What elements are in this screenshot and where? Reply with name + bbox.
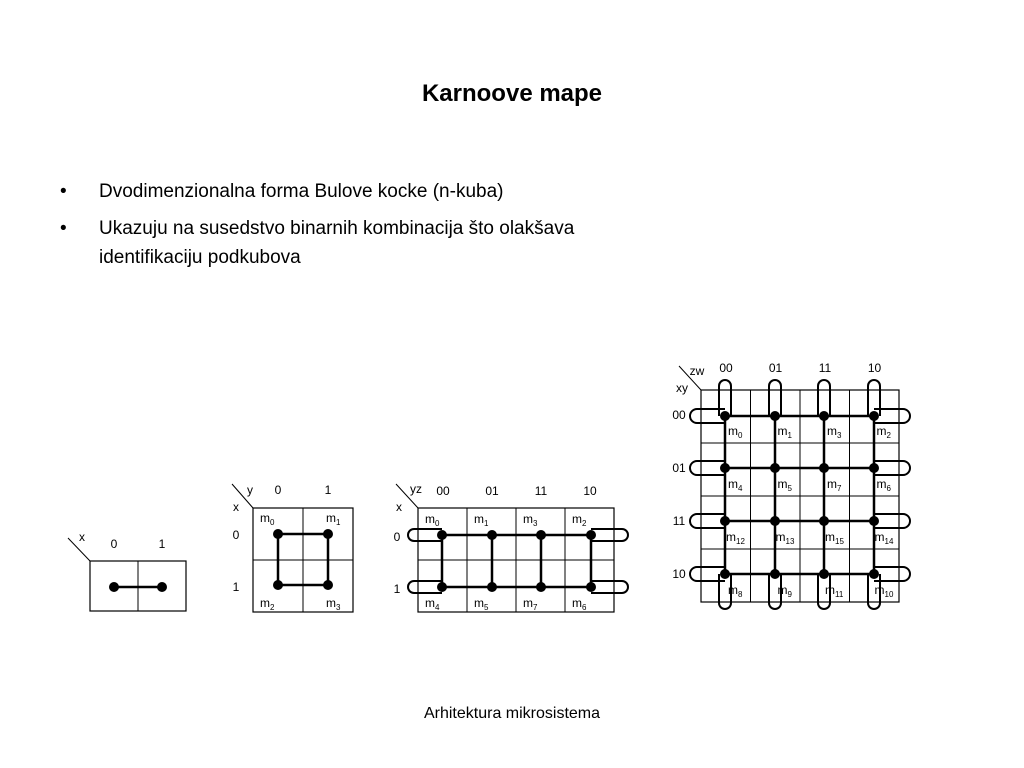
- row-variable-label: x: [396, 500, 402, 514]
- row-label: 11: [672, 514, 686, 528]
- wrap-arc: [874, 461, 910, 475]
- wrap-arc: [818, 380, 830, 416]
- minterm-label: $m_0$: [260, 511, 275, 527]
- bullet-text: Dvodimenzionalna forma Bulove kocke (n-kuba): [99, 181, 504, 202]
- column-label: 10: [867, 361, 882, 375]
- minterm-label: $m_{15}$: [825, 530, 844, 546]
- node-dot: [770, 463, 780, 473]
- node-dot: [109, 582, 119, 592]
- node-dot: [770, 569, 780, 579]
- node-dot: [323, 580, 333, 590]
- bullet-dot: •: [60, 181, 67, 202]
- row-label: 1: [393, 582, 401, 596]
- node-dot: [437, 582, 447, 592]
- node-dot: [273, 580, 283, 590]
- minterm-label: $m_{12}$: [726, 530, 745, 546]
- wrap-arc: [690, 461, 725, 475]
- node-dot: [770, 411, 780, 421]
- node-dot: [586, 530, 596, 540]
- column-label: 0: [274, 483, 282, 497]
- node-dot: [869, 516, 879, 526]
- column-label: 10: [583, 484, 597, 498]
- column-label: 11: [534, 484, 548, 498]
- node-dot: [869, 569, 879, 579]
- minterm-label: $m_6$: [876, 477, 891, 493]
- node-dot: [869, 411, 879, 421]
- wrap-arc: [408, 529, 442, 541]
- row-variable-label: x: [233, 500, 239, 514]
- node-dot: [770, 516, 780, 526]
- minterm-label: $m_6$: [572, 596, 587, 612]
- minterm-label: $m_{11}$: [825, 583, 844, 599]
- kmap-3var: [394, 482, 628, 612]
- minterm-label: $m_4$: [728, 477, 743, 493]
- minterm-label: $m_7$: [523, 596, 538, 612]
- row-label: 01: [672, 461, 686, 475]
- node-dot: [819, 463, 829, 473]
- wrap-arc: [719, 380, 731, 416]
- column-label: 01: [485, 484, 499, 498]
- minterm-label: $m_2$: [572, 512, 587, 528]
- minterm-label: $m_7$: [827, 477, 842, 493]
- minterm-label: $m_2$: [260, 596, 275, 612]
- minterm-label: $m_3$: [827, 424, 842, 440]
- column-label: 00: [719, 361, 733, 375]
- minterm-label: $m_8$: [728, 583, 743, 599]
- node-dot: [819, 411, 829, 421]
- node-dot: [323, 529, 333, 539]
- column-label: 11: [818, 361, 832, 375]
- row-label: 10: [672, 567, 686, 581]
- node-dot: [487, 582, 497, 592]
- minterm-label: $m_{10}$: [874, 583, 894, 599]
- kmap-2var: [232, 483, 353, 612]
- node-dot: [536, 530, 546, 540]
- wrap-arc: [769, 380, 781, 416]
- minterm-label: $m_1$: [326, 511, 341, 527]
- minterm-label: $m_3$: [523, 512, 538, 528]
- column-label: 1: [324, 483, 332, 497]
- wrap-arc: [868, 380, 880, 416]
- node-dot: [586, 582, 596, 592]
- variable-label: x: [79, 530, 85, 544]
- column-variable-label: yz: [410, 482, 422, 496]
- footer-text: Arhitektura mikrosistema: [423, 705, 601, 722]
- node-dot: [487, 530, 497, 540]
- minterm-label: $m_5$: [777, 477, 792, 493]
- minterm-label: $m_{13}$: [775, 530, 795, 546]
- minterm-label: $m_3$: [326, 596, 341, 612]
- bullet-dot: •: [60, 218, 67, 239]
- column-label: 01: [768, 361, 783, 375]
- minterm-label: $m_0$: [425, 512, 440, 528]
- wrap-arc: [408, 581, 442, 593]
- page-title: Karnoove mape: [421, 80, 603, 107]
- minterm-label: $m_0$: [728, 424, 743, 440]
- kmap-1var: [68, 530, 186, 611]
- column-label: 0: [110, 537, 118, 551]
- node-dot: [720, 569, 730, 579]
- node-dot: [869, 463, 879, 473]
- node-dot: [819, 569, 829, 579]
- node-dot: [819, 516, 829, 526]
- minterm-label: $m_1$: [777, 424, 792, 440]
- row-label: 0: [393, 530, 401, 544]
- minterm-label: $m_5$: [474, 596, 489, 612]
- kmap-4var: [672, 361, 910, 609]
- minterm-label: $m_4$: [425, 596, 440, 612]
- row-variable-label: xy: [676, 381, 688, 395]
- bullet-text: Ukazuju na susedstvo binarnih kombinacija što olakšava identifikaciju podkubova: [99, 218, 575, 268]
- row-label: 00: [672, 408, 686, 422]
- node-dot: [536, 582, 546, 592]
- node-dot: [720, 516, 730, 526]
- node-dot: [273, 529, 283, 539]
- wrap-arc: [690, 514, 725, 528]
- row-label: 1: [232, 580, 240, 594]
- minterm-label: $m_2$: [876, 424, 891, 440]
- column-label: 1: [158, 537, 166, 551]
- minterm-label: $m_9$: [777, 583, 792, 599]
- node-dot: [720, 463, 730, 473]
- column-variable-label: zw: [689, 364, 705, 378]
- column-label: 00: [436, 484, 450, 498]
- row-label: 0: [232, 528, 240, 542]
- column-variable-label: y: [247, 483, 253, 497]
- node-dot: [720, 411, 730, 421]
- wrap-arc: [874, 514, 910, 528]
- wrap-arc: [591, 529, 628, 541]
- minterm-label: $m_{14}$: [874, 530, 894, 546]
- wrap-arc: [591, 581, 628, 593]
- node-dot: [157, 582, 167, 592]
- minterm-label: $m_1$: [474, 512, 489, 528]
- node-dot: [437, 530, 447, 540]
